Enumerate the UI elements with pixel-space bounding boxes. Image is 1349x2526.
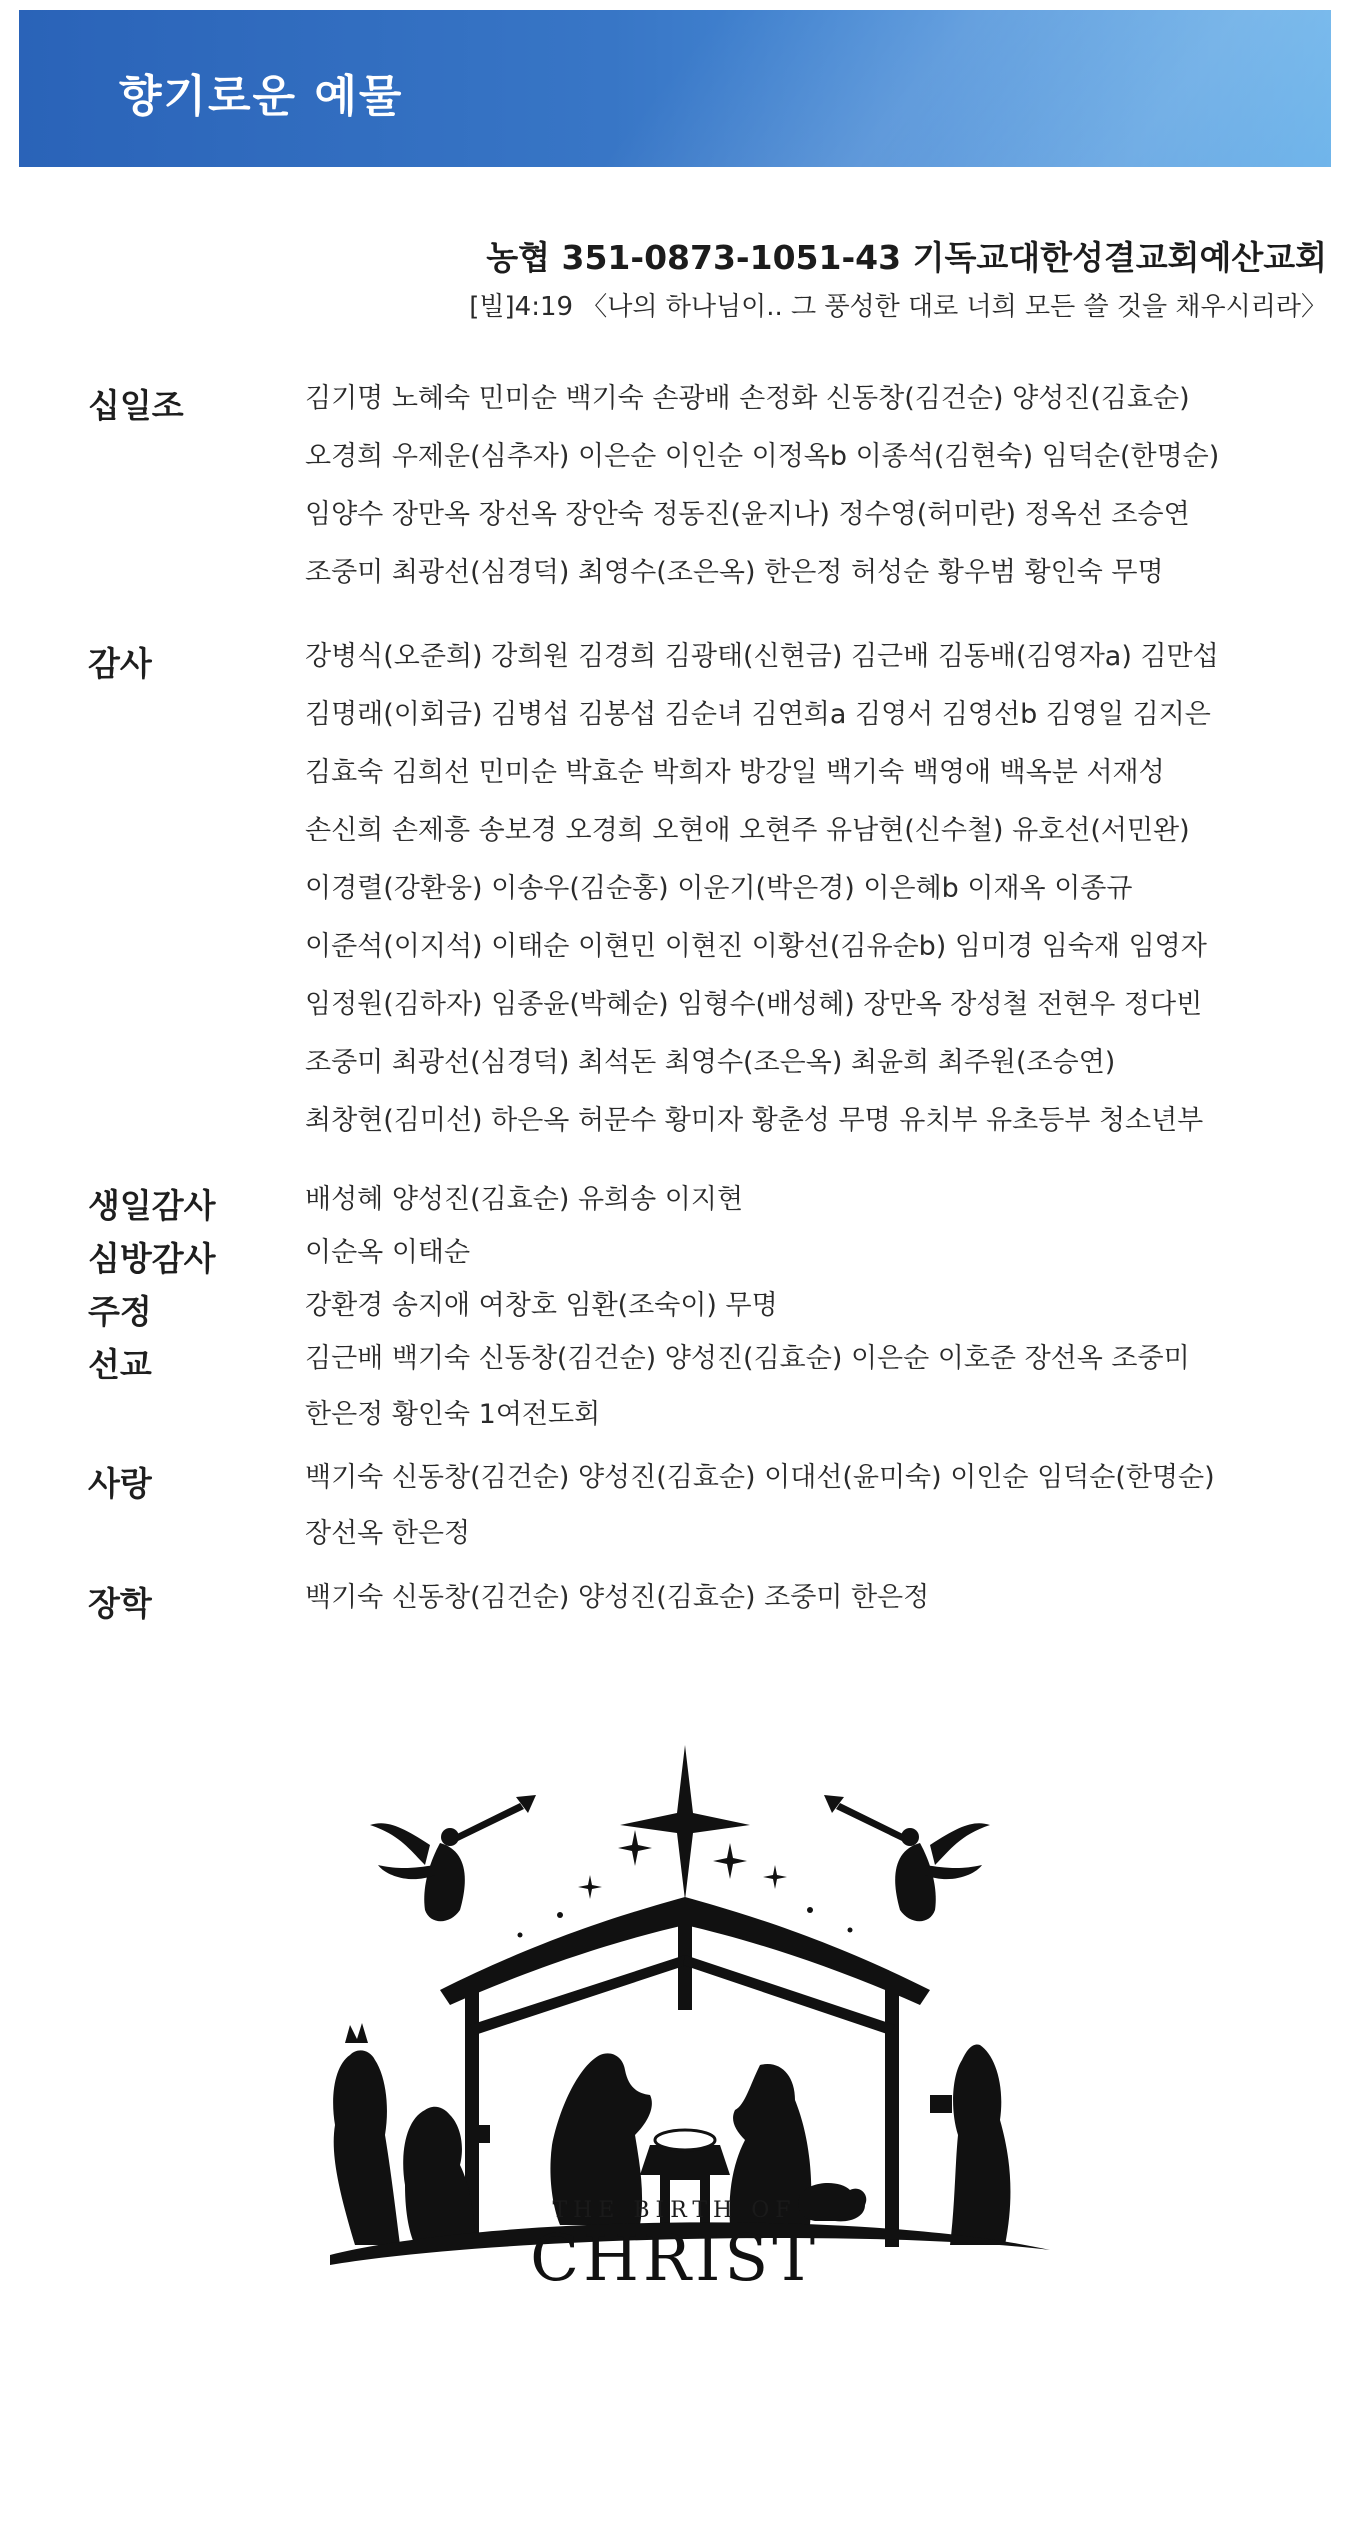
sparkle-icon xyxy=(618,1830,652,1866)
name-line: 백기숙 신동창(김건순) 양성진(김효순) 이대선(윤미숙) 이인순 임덕순(한명순) xyxy=(305,1462,1215,1493)
name-line: 조중미 최광선(심경덕) 최석돈 최영수(조은옥) 최윤희 최주원(조승연) xyxy=(305,1047,1116,1078)
section-label: 생일감사 xyxy=(88,1186,216,1225)
name-list xyxy=(305,1172,1335,1228)
name-line: 이순옥 이태순 xyxy=(305,1237,471,1268)
sparkle-icon xyxy=(763,1865,787,1889)
name-line: 한은정 황인숙 1여전도회 xyxy=(305,1399,601,1430)
name-list xyxy=(305,1450,1335,1562)
section-label: 심방감사 xyxy=(88,1239,216,1278)
name-list xyxy=(305,628,1335,1150)
name-list xyxy=(305,1278,1335,1334)
page-title: 향기로운 예물 xyxy=(119,71,404,122)
name-line: 최창현(김미선) 하은옥 허문수 황미자 황춘성 무명 유치부 유초등부 청소년부 xyxy=(305,1105,1204,1136)
name-line: 강병식(오준희) 강희원 김경희 김광태(신현금) 김근배 김동배(김영자a) 김만섭 xyxy=(305,641,1219,672)
name-line: 배성혜 양성진(김효순) 유희송 이지현 xyxy=(305,1184,744,1215)
name-line: 장선옥 한은정 xyxy=(305,1518,471,1549)
section-label: 선교 xyxy=(88,1345,152,1384)
name-line: 손신희 손제흥 송보경 오경희 오현애 오현주 유남현(신수철) 유호선(서민완) xyxy=(305,815,1190,846)
name-line: 김명래(이회금) 김병섭 김봉섭 김순녀 김연희a 김영서 김영선b 김영일 김지은 xyxy=(305,699,1211,730)
angel-left-icon xyxy=(370,1795,536,1921)
star-icon xyxy=(620,1745,750,1900)
name-list xyxy=(305,1331,1335,1443)
section-label: 감사 xyxy=(88,644,152,683)
name-line: 오경희 우제운(심추자) 이은순 이인순 이정옥b 이종석(김현숙) 임덕순(한명순) xyxy=(305,441,1220,472)
image-subtitle: THE BIRTH OF xyxy=(552,2198,797,2223)
name-line: 김효숙 김희선 민미순 박효순 박희자 방강일 백기숙 백영애 백옥분 서재성 xyxy=(305,757,1165,788)
name-line: 임양수 장만옥 장선옥 장안숙 정동진(윤지나) 정수영(허미란) 정옥선 조승연 xyxy=(305,499,1190,530)
name-list xyxy=(305,1570,1335,1626)
section-label: 사랑 xyxy=(88,1464,152,1503)
name-line: 조중미 최광선(심경덕) 최영수(조은옥) 한은정 허성순 황우범 황인숙 무명 xyxy=(305,557,1164,588)
bank-account: 농협 351-0873-1051-43 기독교대한성결교회예산교회 xyxy=(486,238,1327,277)
header-banner xyxy=(19,10,1331,167)
sparkle-icon xyxy=(713,1843,747,1879)
section-label: 주정 xyxy=(88,1292,152,1331)
name-list xyxy=(305,1225,1335,1281)
section-label: 십일조 xyxy=(88,386,184,425)
bible-verse: [빌]4:19 〈나의 하나님이.. 그 풍성한 대로 너희 모든 쓸 것을 채우시리라〉 xyxy=(469,292,1327,322)
name-line: 이준석(이지석) 이태순 이현민 이현진 이황선(김유순b) 임미경 임숙재 임영자 xyxy=(305,931,1207,962)
name-line: 임정원(김하자) 임종윤(박혜순) 임형수(배성혜) 장만옥 장성철 전현우 정다빈 xyxy=(305,989,1203,1020)
image-title: CHRIST xyxy=(530,2222,819,2296)
name-line: 김근배 백기숙 신동창(김건순) 양성진(김효순) 이은순 이호준 장선옥 조중미 xyxy=(305,1343,1190,1374)
name-list xyxy=(305,370,1335,602)
name-line: 백기숙 신동창(김건순) 양성진(김효순) 조중미 한은정 xyxy=(305,1582,930,1613)
section-label: 장학 xyxy=(88,1584,152,1623)
name-line: 강환경 송지애 여창호 임환(조숙이) 무명 xyxy=(305,1290,778,1321)
name-line: 김기명 노혜숙 민미순 백기숙 손광배 손정화 신동창(김건순) 양성진(김효순) xyxy=(305,383,1190,414)
sparkle-icon xyxy=(578,1875,602,1899)
angel-right-icon xyxy=(824,1795,990,1921)
name-line: 이경렬(강환웅) 이송우(김순홍) 이운기(박은경) 이은혜b 이재옥 이종규 xyxy=(305,873,1133,904)
